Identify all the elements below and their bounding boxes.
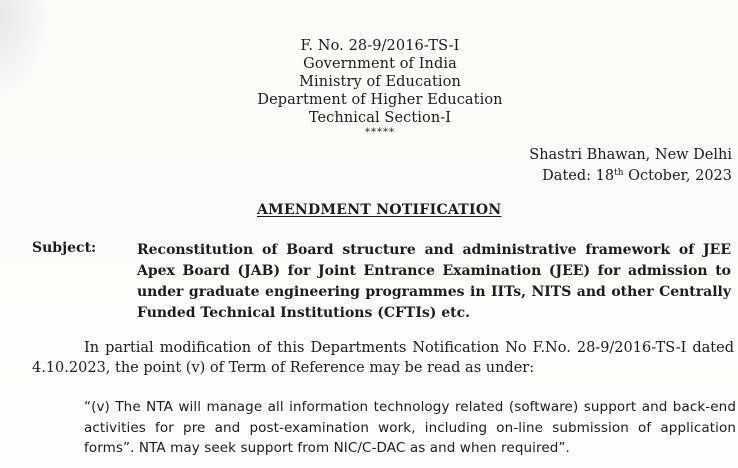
date-prefix: Dated: 18 <box>542 168 615 184</box>
section-name: Technical Section-I <box>308 110 452 126</box>
subject-label: Subject: <box>32 240 97 256</box>
government-name: Government of India <box>303 56 457 72</box>
place-and-date <box>529 145 732 187</box>
date-line <box>529 166 732 187</box>
file-number: F. No. 28-9/2016-TS-I <box>300 38 460 54</box>
letterhead <box>220 37 540 139</box>
location: Shastri Bhawan, New Delhi <box>529 147 732 163</box>
subject-text: Reconstitution of Board structure and administrative framework of JEE Apex Board (JAB) for Joint Entrance Examination (JEE) for admission to under graduate engineering programmes in IITs, NITS and other Centrally Funded Technical Institutions (CFTIs) etc. <box>137 242 731 321</box>
quoted-amendment: “(v) The NTA will manage all information technology related (software) support and back-end activities for pre and post-examination work, including on-line submission of application forms”. NTA may seek support from NIC/C-DAC as and when required”. <box>84 399 736 456</box>
body-paragraph: In partial modification of this Departments Notification No F.No. 28-9/2016-TS-I dated 4.10.2023, the point (v) of Term of Reference may be read as under: <box>32 340 734 376</box>
date-ordinal: th <box>614 168 624 178</box>
notification-title: AMENDMENT NOTIFICATION <box>257 202 502 218</box>
page-corner-shadow <box>0 0 50 100</box>
date-rest: October, 2023 <box>623 168 732 184</box>
separator-stars: ***** <box>365 127 395 138</box>
department-name: Department of Higher Education <box>257 92 503 108</box>
ministry-name: Ministry of Education <box>299 74 461 90</box>
